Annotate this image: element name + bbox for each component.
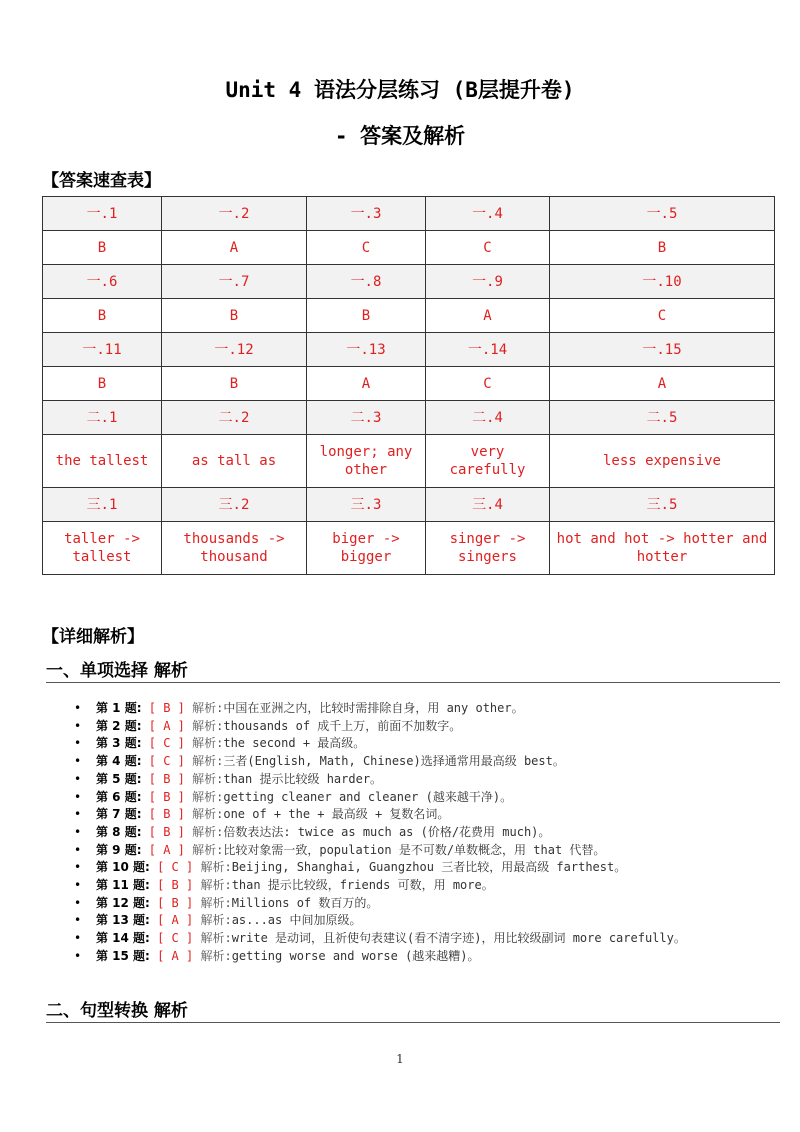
- table-answer-row: [43, 231, 775, 265]
- bullet-icon: •: [74, 736, 82, 751]
- table-answer-row: [43, 522, 775, 575]
- answer-cell: longer; any other: [307, 435, 426, 488]
- question-label: 第 10 题:: [96, 860, 150, 875]
- question-number-cell: 一.14: [426, 333, 550, 367]
- section1-analysis-list: [74, 700, 736, 966]
- analysis-prefix: 解析:: [192, 842, 224, 857]
- bullet-icon: •: [74, 824, 82, 839]
- analysis-text: than 提示比较级，friends 可数，用 more。: [231, 878, 494, 893]
- answer-badge: [ B ]: [148, 701, 185, 715]
- list-item: [74, 912, 736, 930]
- question-label: 第 6 题:: [96, 789, 142, 804]
- page-number: 1: [396, 1052, 404, 1066]
- table-header-row: [43, 401, 775, 435]
- answer-cell: the tallest: [43, 435, 162, 488]
- bullet-icon: •: [74, 701, 82, 715]
- table-answer-row: [43, 367, 775, 401]
- answer-cell: B: [162, 299, 307, 333]
- bullet-icon: •: [74, 913, 82, 928]
- answer-cell: C: [426, 231, 550, 265]
- question-number-cell: 三.1: [43, 488, 162, 522]
- question-number-cell: 一.7: [162, 265, 307, 299]
- question-label: 第 3 题:: [96, 736, 142, 751]
- analysis-prefix: 解析:: [192, 807, 224, 822]
- question-number-cell: 一.8: [307, 265, 426, 299]
- answer-cell: B: [43, 367, 162, 401]
- question-number-cell: 二.5: [550, 401, 775, 435]
- question-label: 第 14 题:: [96, 931, 150, 946]
- analysis-prefix: 解析:: [192, 754, 224, 769]
- list-item: [74, 789, 736, 807]
- analysis-text: the second + 最高级。: [223, 736, 366, 751]
- answer-badge: [ B ]: [157, 895, 194, 910]
- analysis-text: 比较对象需一致，population 是不可数/单数概念，用 that 代替。: [223, 842, 606, 857]
- analysis-prefix: 解析:: [200, 948, 232, 963]
- list-item: [74, 700, 736, 718]
- list-item: [74, 824, 736, 842]
- analysis-prefix: 解析:: [192, 718, 224, 733]
- list-item: [74, 877, 736, 895]
- answer-cell: A: [426, 299, 550, 333]
- analysis-prefix: 解析:: [192, 736, 224, 751]
- answer-table: [42, 196, 775, 575]
- bullet-icon: •: [74, 807, 82, 822]
- answer-badge: [ A ]: [148, 718, 185, 733]
- question-label: 第 12 题:: [96, 895, 150, 910]
- list-item: [74, 735, 736, 753]
- answer-cell: A: [162, 231, 307, 265]
- question-number-cell: 一.10: [550, 265, 775, 299]
- answer-badge: [ B ]: [148, 807, 185, 822]
- bullet-icon: •: [74, 771, 82, 786]
- question-label: 第 1 题:: [96, 701, 142, 715]
- question-label: 第 4 题:: [96, 754, 142, 769]
- question-number-cell: 一.12: [162, 333, 307, 367]
- question-number-cell: 三.3: [307, 488, 426, 522]
- question-number-cell: 二.1: [43, 401, 162, 435]
- answer-cell: B: [162, 367, 307, 401]
- list-item: [74, 859, 736, 877]
- answer-cell: C: [426, 367, 550, 401]
- answer-badge: [ A ]: [157, 948, 194, 963]
- analysis-prefix: 解析:: [192, 771, 224, 786]
- analysis-text: 三者(English, Math, Chinese)选择通常用最高级 best。: [223, 754, 565, 769]
- list-item: [74, 842, 736, 860]
- analysis-text: Beijing, Shanghai, Guangzhou 三者比较，用最高级 farthest。: [231, 860, 627, 875]
- answer-badge: [ C ]: [148, 736, 185, 751]
- question-number-cell: 二.2: [162, 401, 307, 435]
- analysis-prefix: 解析:: [200, 860, 232, 875]
- answer-badge: [ B ]: [148, 824, 185, 839]
- analysis-prefix: 解析:: [200, 878, 232, 893]
- answer-badge: [ C ]: [157, 860, 194, 875]
- answer-cell: singer -> singers: [426, 522, 550, 575]
- list-item: [74, 753, 736, 771]
- analysis-prefix: 解析:: [192, 701, 224, 715]
- list-item: [74, 895, 736, 913]
- analysis-prefix: 解析:: [200, 931, 232, 946]
- analysis-prefix: 解析:: [200, 895, 232, 910]
- bullet-icon: •: [74, 878, 82, 893]
- table-header-row: [43, 265, 775, 299]
- table-header-row: [43, 488, 775, 522]
- answer-cell: C: [307, 231, 426, 265]
- answer-cell: B: [307, 299, 426, 333]
- question-label: 第 11 题:: [96, 878, 150, 893]
- question-label: 第 5 题:: [96, 771, 142, 786]
- question-number-cell: 一.6: [43, 265, 162, 299]
- answer-badge: [ B ]: [148, 771, 185, 786]
- analysis-text: getting worse and worse (越来越糟)。: [231, 948, 480, 963]
- list-item: [74, 930, 736, 948]
- answer-cell: hot and hot -> hotter and hotter: [550, 522, 775, 575]
- answer-cell: B: [43, 299, 162, 333]
- question-number-cell: 一.9: [426, 265, 550, 299]
- document-title: Unit 4 语法分层练习 (B层提升卷): [225, 78, 575, 102]
- answer-cell: A: [307, 367, 426, 401]
- section2-heading: 二、句型转换 解析: [46, 1001, 188, 1021]
- answer-cell: taller -> tallest: [43, 522, 162, 575]
- question-number-cell: 一.15: [550, 333, 775, 367]
- analysis-text: as...as 中间加原级。: [231, 913, 362, 928]
- bullet-icon: •: [74, 842, 82, 857]
- detail-label: 【详细解析】: [42, 627, 144, 647]
- question-number-cell: 一.4: [426, 197, 550, 231]
- analysis-text: than 提示比较级 harder。: [223, 771, 383, 786]
- question-number-cell: 一.13: [307, 333, 426, 367]
- answer-badge: [ B ]: [157, 878, 194, 893]
- answer-cell: as tall as: [162, 435, 307, 488]
- bullet-icon: •: [74, 931, 82, 946]
- bullet-icon: •: [74, 948, 82, 963]
- question-number-cell: 二.3: [307, 401, 426, 435]
- question-number-cell: 二.4: [426, 401, 550, 435]
- answer-cell: B: [550, 231, 775, 265]
- list-item: [74, 718, 736, 736]
- analysis-prefix: 解析:: [192, 824, 224, 839]
- section1-divider: [46, 682, 780, 683]
- question-label: 第 9 题:: [96, 842, 142, 857]
- analysis-text: 中国在亚洲之内，比较时需排除自身，用 any other。: [223, 701, 524, 715]
- question-label: 第 8 题:: [96, 824, 142, 839]
- answer-cell: very carefully: [426, 435, 550, 488]
- table-answer-row: [43, 299, 775, 333]
- answer-badge: [ B ]: [148, 789, 185, 804]
- answer-cell: less expensive: [550, 435, 775, 488]
- question-number-cell: 一.2: [162, 197, 307, 231]
- question-label: 第 13 题:: [96, 913, 150, 928]
- answer-cell: A: [550, 367, 775, 401]
- list-item: [74, 771, 736, 789]
- list-item: [74, 948, 736, 966]
- table-header-row: [43, 333, 775, 367]
- bullet-icon: •: [74, 895, 82, 910]
- analysis-prefix: 解析:: [200, 913, 232, 928]
- section1-heading: 一、单项选择 解析: [46, 661, 188, 681]
- answer-cell: thousands -> thousand: [162, 522, 307, 575]
- section2-divider: [46, 1022, 780, 1023]
- analysis-text: 倍数表达法: twice as much as (价格/花费用 much)。: [223, 824, 551, 839]
- bullet-icon: •: [74, 718, 82, 733]
- analysis-text: one of + the + 最高级 + 复数名词。: [223, 807, 450, 822]
- question-number-cell: 一.1: [43, 197, 162, 231]
- list-item: [74, 806, 736, 824]
- question-label: 第 2 题:: [96, 718, 142, 733]
- question-number-cell: 三.5: [550, 488, 775, 522]
- analysis-text: thousands of 成千上万，前面不加数字。: [223, 718, 462, 733]
- analysis-text: write 是动词，且祈使句表建议(看不清字迹)，用比较级副词 more carefully。: [231, 931, 686, 946]
- bullet-icon: •: [74, 754, 82, 769]
- answer-cell: C: [550, 299, 775, 333]
- table-answer-row: [43, 435, 775, 488]
- answer-badge: [ C ]: [157, 931, 194, 946]
- document-subtitle: - 答案及解析: [334, 124, 466, 148]
- bullet-icon: •: [74, 789, 82, 804]
- answer-badge: [ A ]: [157, 913, 194, 928]
- table-header-row: [43, 197, 775, 231]
- analysis-prefix: 解析:: [192, 789, 224, 804]
- quick-table-label: 【答案速查表】: [42, 171, 161, 191]
- question-number-cell: 三.2: [162, 488, 307, 522]
- question-number-cell: 一.3: [307, 197, 426, 231]
- answer-cell: B: [43, 231, 162, 265]
- analysis-text: getting cleaner and cleaner (越来越干净)。: [223, 789, 513, 804]
- question-number-cell: 一.11: [43, 333, 162, 367]
- question-number-cell: 三.4: [426, 488, 550, 522]
- question-label: 第 15 题:: [96, 948, 150, 963]
- answer-badge: [ A ]: [148, 842, 185, 857]
- answer-badge: [ C ]: [148, 754, 185, 769]
- bullet-icon: •: [74, 860, 82, 875]
- question-number-cell: 一.5: [550, 197, 775, 231]
- answer-cell: biger -> bigger: [307, 522, 426, 575]
- analysis-text: Millions of 数百万的。: [231, 895, 379, 910]
- question-label: 第 7 题:: [96, 807, 142, 822]
